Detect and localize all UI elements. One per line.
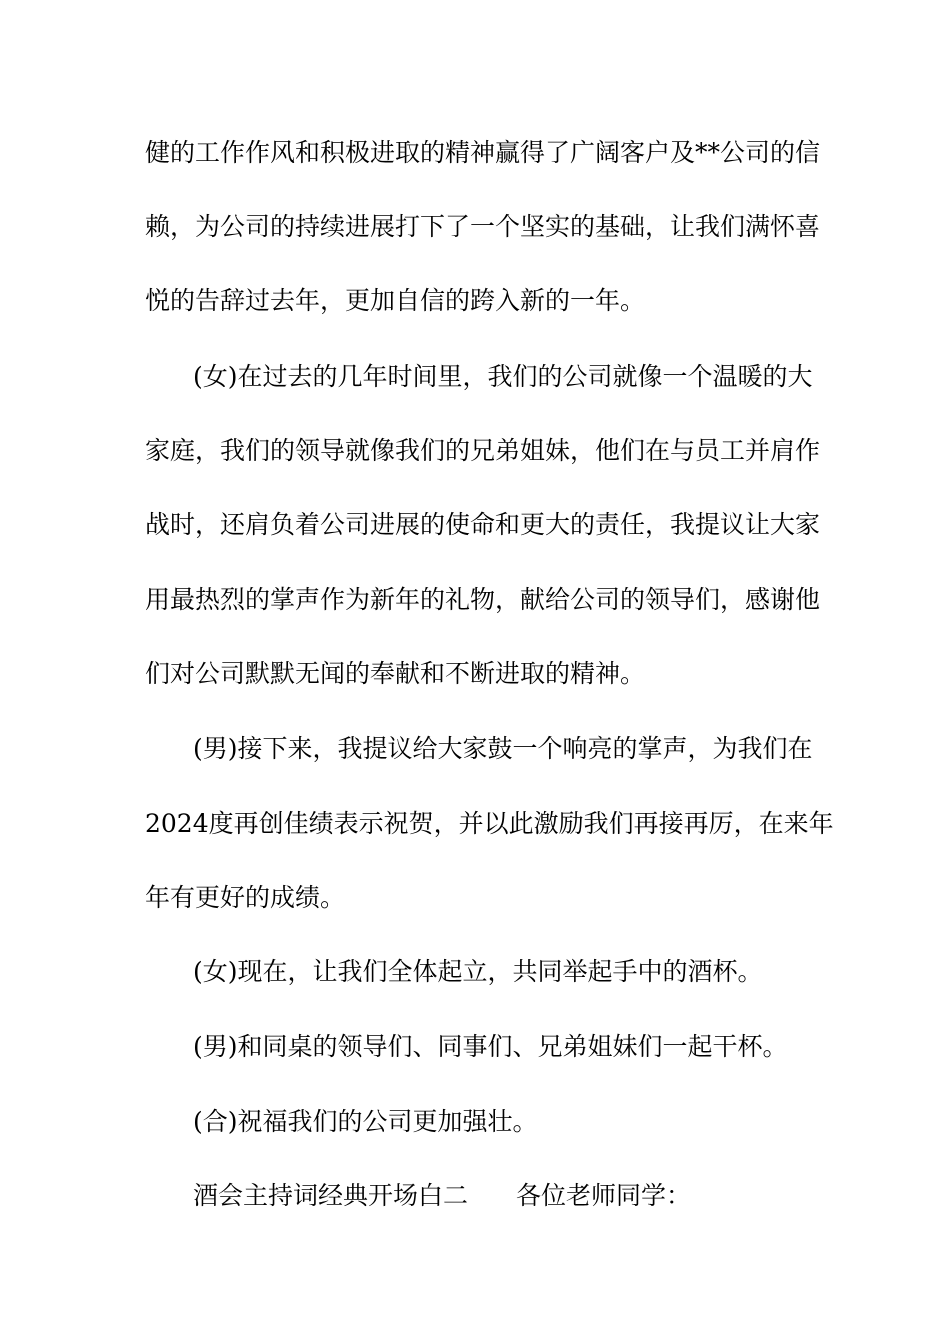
paragraph-1-line-2: 赖，为公司的持续进展打下了一个坚实的基础，让我们满怀喜 xyxy=(145,212,821,241)
paragraph-2-line-1: (女)在过去的几年时间里，我们的公司就像一个温暖的大 xyxy=(193,362,813,391)
paragraph-2-line-3: 战时，还肩负着公司进展的使命和更大的责任，我提议让大家 xyxy=(145,510,821,539)
section-heading-title: 酒会主持词经典开场白二 xyxy=(193,1181,469,1210)
section-heading-greeting: 各位老师同学： xyxy=(516,1181,692,1210)
paragraph-2-line-4: 用最热烈的掌声作为新年的礼物，献给公司的领导们，感谢他 xyxy=(145,585,821,614)
paragraph-3-line-1: (男)接下来，我提议给大家鼓一个响亮的掌声，为我们在 xyxy=(193,734,813,763)
paragraph-1-line-1: 健的工作作风和积极进取的精神赢得了广阔客户及**公司的信 xyxy=(145,138,821,167)
paragraph-3-line-3: 年有更好的成绩。 xyxy=(145,883,346,912)
paragraph-3-line-2: 2024度再创佳绩表示祝贺，并以此激励我们再接再厉，在来年 xyxy=(145,809,834,838)
paragraph-5-line-1: (男)和同桌的领导们、同事们、兄弟姐妹们一起干杯。 xyxy=(193,1032,788,1061)
paragraph-6-line-1: (合)祝福我们的公司更加强壮。 xyxy=(193,1107,538,1136)
paragraph-2-line-5: 们对公司默默无闻的奉献和不断进取的精神。 xyxy=(145,659,646,688)
paragraph-4-line-1: (女)现在，让我们全体起立，共同举起手中的酒杯。 xyxy=(193,957,763,986)
paragraph-1-line-3: 悦的告辞过去年，更加自信的跨入新的一年。 xyxy=(145,286,646,315)
paragraph-2-line-2: 家庭，我们的领导就像我们的兄弟姐妹，他们在与员工并肩作 xyxy=(145,436,821,465)
section-heading-line xyxy=(193,1181,805,1211)
